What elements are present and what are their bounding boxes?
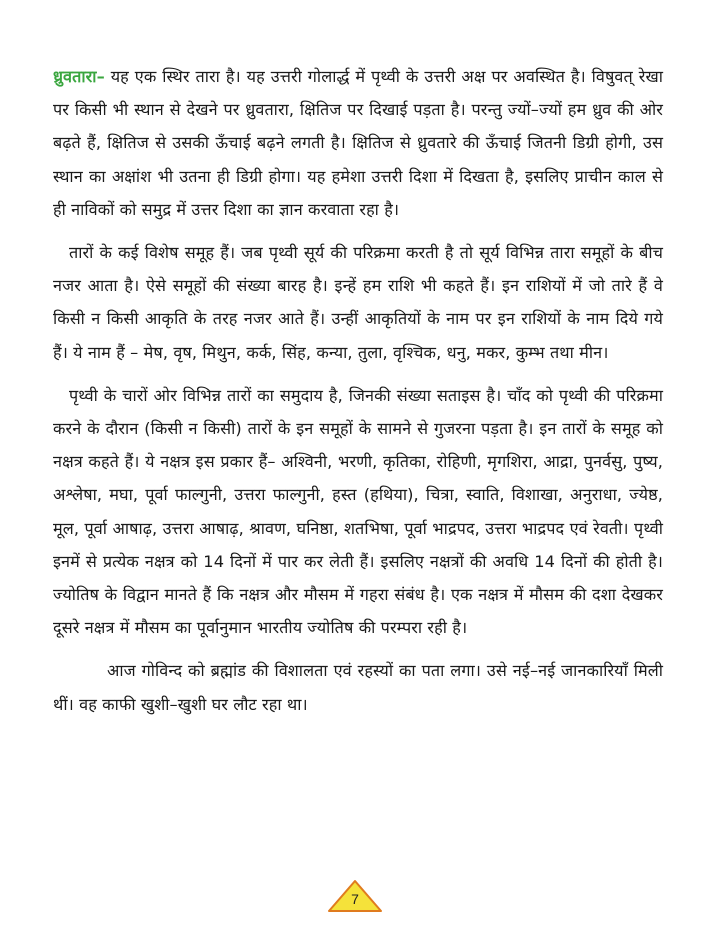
paragraph-conclusion: आज गोविन्द को ब्रह्मांड की विशालता एवं रहस्यों का पता लगा। उसे नई–नई जानकारियाँ मिली थीं। वह काफी खुशी–खुशी घर लौट रहा था। <box>53 661 663 714</box>
paragraph-dhruvtara <box>53 60 663 226</box>
paragraph-rashi: तारों के कई विशेष समूह हैं। जब पृथ्वी सूर्य की परिक्रमा करती है तो सूर्य विभिन्न तारा समूहों के बीच नजर आता है। ऐसे समूहों की संख्या बारह है। इन्हें हम राशि भी कहते हैं। इन राशियों में जो तारे हैं वे किसी न किसी आकृति के तरह नजर आते हैं। उन्हीं आकृतियों के नाम पर इन राशियों के नाम दिये गये हैं। ये नाम हैं – मेष, वृष, मिथुन, कर्क, सिंह, कन्या, तुला, वृश्चिक, धनु, मकर, कुम्भ तथा मीन। <box>53 243 663 362</box>
page-number: 7 <box>351 891 359 907</box>
term-heading: ध्रुवतारा– <box>53 67 105 86</box>
page-body <box>53 60 663 731</box>
page-number-badge <box>327 879 383 913</box>
paragraph-nakshatra: पृथ्वी के चारों ओर विभिन्न तारों का समुदाय है, जिनकी संख्या सताइस है। चाँद को पृथ्वी की परिक्रमा करने के दौरान (किसी न किसी) तारों के इन समूहों के सामने से गुजरना पड़ता है। इन तारों के समूह को नक्षत्र कहते हैं। ये नक्षत्र इस प्रकार हैं– अश्विनी, भरणी, कृतिका, रोहिणी, मृगशिरा, आद्रा, पुनर्वसु, पुष्य, अश्लेषा, मघा, पूर्वा फाल्गुनी, उत्तरा फाल्गुनी, हस्त (हथिया), चित्रा, स्वाति, विशाखा, अनुराधा, ज्येष्ठ, मूल, पूर्वा आषाढ़, उत्तरा आषाढ़, श्रावण, घनिष्ठा, शतभिषा, पूर्वा भाद्रपद, उत्तरा भाद्रपद एवं रेवती। पृथ्वी इनमें से प्रत्येक नक्षत्र को 14 दिनों में पार कर लेती हैं। इसलिए नक्षत्रों की अवधि 14 दिनों की होती है। ज्योतिष के विद्वान मानते हैं कि नक्षत्र और मौसम में गहरा संबंध है। एक नक्षत्र में मौसम की दशा देखकर दूसरे नक्षत्र में मौसम का पूर्वानुमान भारतीय ज्योतिष की परम्परा रही है। <box>53 385 663 638</box>
paragraph-text: यह एक स्थिर तारा है। यह उत्तरी गोलार्द्ध में पृथ्वी के उत्तरी अक्ष पर अवस्थित है। विषुवत् रेखा पर किसी भी स्थान से देखने पर ध्रुवतारा, क्षितिज पर दिखाई पड़ता है। परन्तु ज्यों–ज्यों हम ध्रुव की ओर बढ़ते हैं, क्षितिज से उसकी ऊँचाई बढ़ने लगती है। क्षितिज से ध्रुवतारे की ऊँचाई जितनी डिग्री होगी, उस स्थान का अक्षांश भी उतना ही डिग्री होगा। यह हमेशा उत्तरी दिशा में दिखता है, इसलिए प्राचीन काल से ही नाविकों को समुद्र में उत्तर दिशा का ज्ञान करवाता रहा है। <box>53 67 663 219</box>
